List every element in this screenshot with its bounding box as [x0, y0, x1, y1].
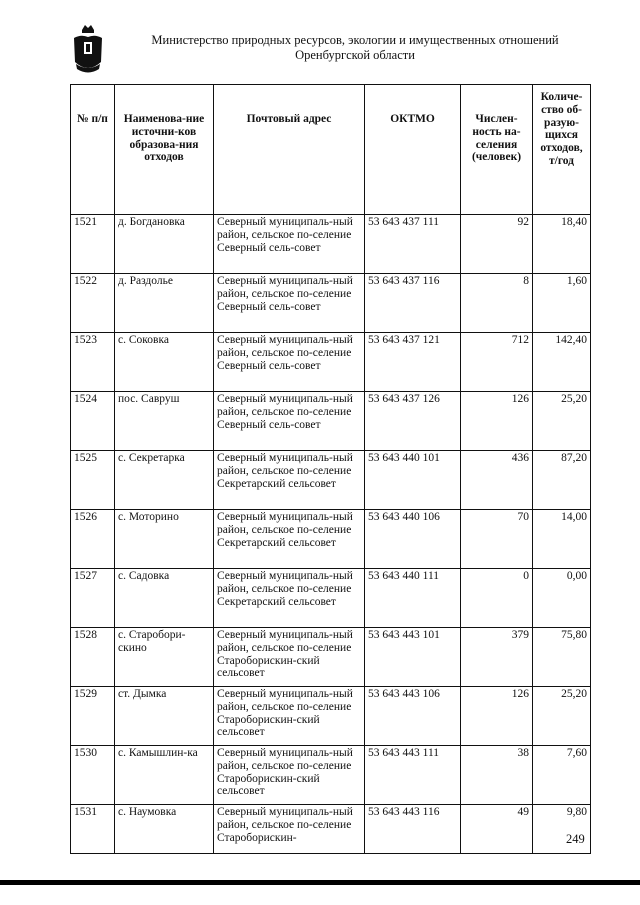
source-name: пос. Савруш	[115, 392, 214, 451]
population: 379	[461, 628, 533, 687]
waste-amount: 18,40	[533, 215, 591, 274]
source-name: д. Богдановка	[115, 215, 214, 274]
table-row	[71, 451, 591, 510]
table-row	[71, 333, 591, 392]
postal-address: Северный муниципаль-ный район, сельское по-селение Староборискин-	[214, 805, 365, 854]
row-number: 1530	[71, 746, 115, 805]
oktmo-code: 53 643 437 116	[365, 274, 461, 333]
oktmo-code: 53 643 437 121	[365, 333, 461, 392]
bottom-border-bar	[0, 880, 640, 885]
row-number: 1521	[71, 215, 115, 274]
row-number: 1525	[71, 451, 115, 510]
row-number: 1526	[71, 510, 115, 569]
postal-address: Северный муниципаль-ный район, сельское по-селение Староборискин-ский сельсовет	[214, 746, 365, 805]
source-name: д. Раздолье	[115, 274, 214, 333]
waste-sources-table	[70, 84, 591, 854]
population: 0	[461, 569, 533, 628]
source-name: с. Моторино	[115, 510, 214, 569]
source-name: с. Старобори-скино	[115, 628, 214, 687]
postal-address: Северный муниципаль-ный район, сельское по-селение Северный сель-совет	[214, 274, 365, 333]
document-header	[110, 33, 600, 63]
postal-address: Северный муниципаль-ный район, сельское по-селение Северный сель-совет	[214, 215, 365, 274]
waste-amount: 87,20	[533, 451, 591, 510]
waste-amount: 0,00	[533, 569, 591, 628]
table-row	[71, 274, 591, 333]
page-number: 249	[566, 832, 585, 846]
row-number: 1524	[71, 392, 115, 451]
waste-amount: 1,60	[533, 274, 591, 333]
waste-amount: 142,40	[533, 333, 591, 392]
waste-amount: 25,20	[533, 687, 591, 746]
col-header-number: № п/п	[71, 85, 115, 215]
col-header-waste-amount: Количе-ство об-разую-щихся отходов, т/год	[533, 85, 591, 215]
waste-amount: 25,20	[533, 392, 591, 451]
ministry-name: Министерство природных ресурсов, экологии и имущественных отношений	[151, 33, 559, 47]
col-header-oktmo: ОКТМО	[365, 85, 461, 215]
population: 38	[461, 746, 533, 805]
coat-of-arms-icon	[71, 24, 105, 74]
row-number: 1531	[71, 805, 115, 854]
row-number: 1523	[71, 333, 115, 392]
row-number: 1522	[71, 274, 115, 333]
oktmo-code: 53 643 443 116	[365, 805, 461, 854]
source-name: с. Камышлин-ка	[115, 746, 214, 805]
region-name: Оренбургской области	[295, 48, 415, 62]
oktmo-code: 53 643 443 101	[365, 628, 461, 687]
source-name: с. Наумовка	[115, 805, 214, 854]
postal-address: Северный муниципаль-ный район, сельское по-селение Староборискин-ский сельсовет	[214, 628, 365, 687]
col-header-source-name: Наименова-ние источни-ков образова-ния отходов	[115, 85, 214, 215]
population: 126	[461, 687, 533, 746]
table-row	[71, 392, 591, 451]
postal-address: Северный муниципаль-ный район, сельское по-селение Северный сель-совет	[214, 333, 365, 392]
source-name: с. Секретарка	[115, 451, 214, 510]
oktmo-code: 53 643 440 111	[365, 569, 461, 628]
postal-address: Северный муниципаль-ный район, сельское по-селение Секретарский сельсовет	[214, 451, 365, 510]
table-row	[71, 746, 591, 805]
col-header-population: Числен-ность на-селения (человек)	[461, 85, 533, 215]
table-row	[71, 628, 591, 687]
oktmo-code: 53 643 437 111	[365, 215, 461, 274]
table-row	[71, 805, 591, 854]
table-row	[71, 687, 591, 746]
row-number: 1528	[71, 628, 115, 687]
population: 8	[461, 274, 533, 333]
population: 49	[461, 805, 533, 854]
waste-amount: 9,80	[533, 805, 591, 854]
postal-address: Северный муниципаль-ный район, сельское по-селение Староборискин-ский сельсовет	[214, 687, 365, 746]
population: 436	[461, 451, 533, 510]
oktmo-code: 53 643 440 106	[365, 510, 461, 569]
source-name: с. Соковка	[115, 333, 214, 392]
table-header-row	[71, 85, 591, 215]
postal-address: Северный муниципаль-ный район, сельское по-селение Секретарский сельсовет	[214, 569, 365, 628]
table-row	[71, 215, 591, 274]
source-name: ст. Дымка	[115, 687, 214, 746]
population: 70	[461, 510, 533, 569]
oktmo-code: 53 643 440 101	[365, 451, 461, 510]
postal-address: Северный муниципаль-ный район, сельское по-селение Северный сель-совет	[214, 392, 365, 451]
oktmo-code: 53 643 437 126	[365, 392, 461, 451]
source-name: с. Садовка	[115, 569, 214, 628]
population: 712	[461, 333, 533, 392]
waste-amount: 75,80	[533, 628, 591, 687]
postal-address: Северный муниципаль-ный район, сельское по-селение Секретарский сельсовет	[214, 510, 365, 569]
table-row	[71, 510, 591, 569]
oktmo-code: 53 643 443 106	[365, 687, 461, 746]
table-row	[71, 569, 591, 628]
waste-amount: 14,00	[533, 510, 591, 569]
col-header-postal-address: Почтовый адрес	[214, 85, 365, 215]
oktmo-code: 53 643 443 111	[365, 746, 461, 805]
population: 126	[461, 392, 533, 451]
row-number: 1527	[71, 569, 115, 628]
row-number: 1529	[71, 687, 115, 746]
waste-amount: 7,60	[533, 746, 591, 805]
population: 92	[461, 215, 533, 274]
